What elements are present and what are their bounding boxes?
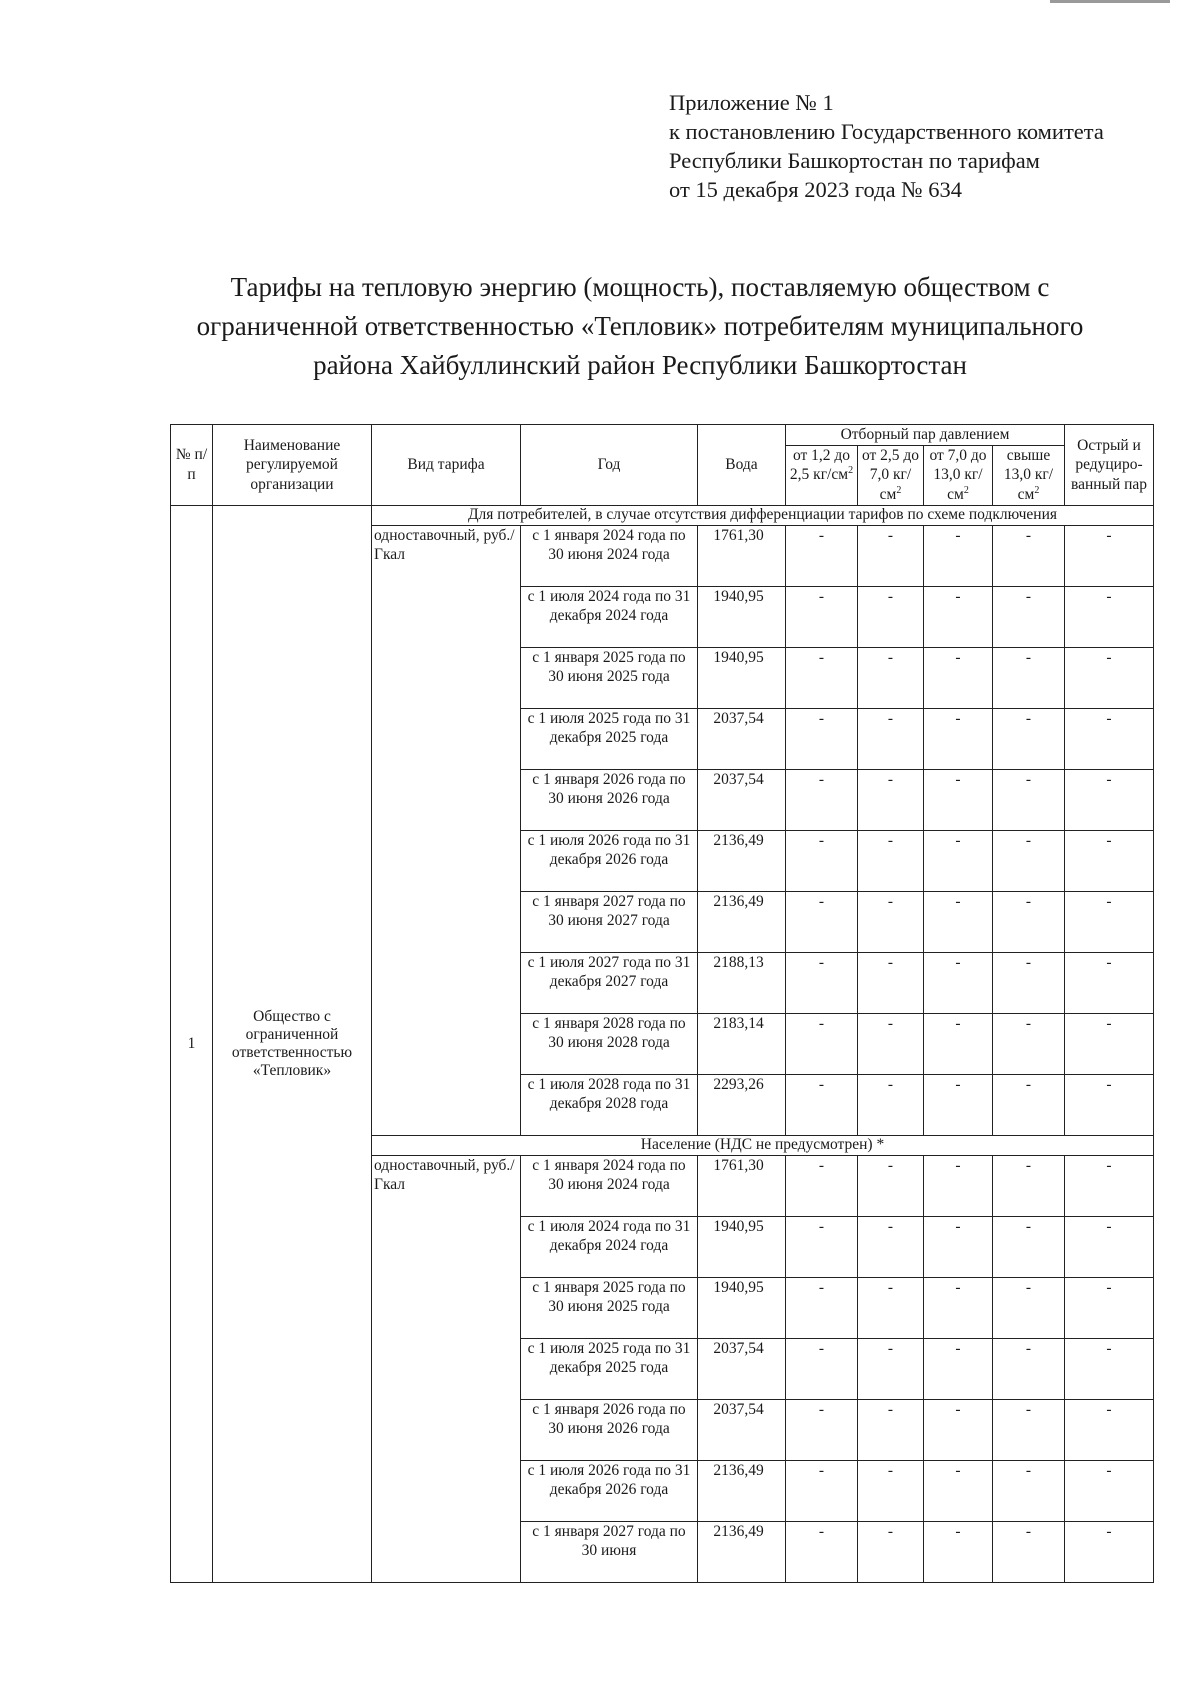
empty-value-cell: -: [924, 830, 993, 891]
header-pressure-4: [993, 445, 1065, 505]
empty-value-cell: -: [786, 891, 858, 952]
water-value-cell: 1761,30: [698, 1155, 786, 1216]
row-number: 1: [171, 505, 213, 1582]
empty-value-cell: -: [924, 1013, 993, 1074]
empty-value-cell: -: [1065, 1338, 1154, 1399]
empty-value-cell: -: [858, 1216, 924, 1277]
superscript: 2: [1034, 484, 1040, 496]
appendix-block: [669, 88, 1104, 204]
title-line: Тарифы на тепловую энергию (мощность), поставляемую обществом с: [230, 272, 1050, 302]
empty-value-cell: -: [993, 1216, 1065, 1277]
empty-value-cell: -: [1065, 647, 1154, 708]
water-value-cell: 2037,54: [698, 1338, 786, 1399]
empty-value-cell: -: [1065, 891, 1154, 952]
period-cell: с 1 июля 2025 года по 31 декабря 2025 года: [521, 1338, 698, 1399]
empty-value-cell: -: [993, 891, 1065, 952]
water-value-cell: 1940,95: [698, 647, 786, 708]
period-cell: с 1 января 2025 года по 30 июня 2025 года: [521, 1277, 698, 1338]
period-cell: с 1 января 2025 года по 30 июня 2025 года: [521, 647, 698, 708]
water-value-cell: 2136,49: [698, 891, 786, 952]
water-value-cell: 2188,13: [698, 952, 786, 1013]
water-value-cell: 2037,54: [698, 708, 786, 769]
empty-value-cell: -: [1065, 1460, 1154, 1521]
empty-value-cell: -: [1065, 1521, 1154, 1582]
period-cell: с 1 июля 2026 года по 31 декабря 2026 года: [521, 830, 698, 891]
empty-value-cell: -: [858, 708, 924, 769]
section-title: Для потребителей, в случае отсутствия дифференциации тарифов по схеме подключения: [372, 505, 1154, 525]
header-pressure-3: [924, 445, 993, 505]
empty-value-cell: -: [924, 1399, 993, 1460]
period-cell: с 1 января 2024 года по 30 июня 2024 года: [521, 1155, 698, 1216]
period-cell: с 1 января 2026 года по 30 июня 2026 года: [521, 769, 698, 830]
tariff-table: [170, 424, 1154, 1583]
empty-value-cell: -: [924, 769, 993, 830]
period-cell: с 1 января 2024 года по 30 июня 2024 года: [521, 525, 698, 586]
empty-value-cell: -: [1065, 1277, 1154, 1338]
empty-value-cell: -: [924, 1216, 993, 1277]
empty-value-cell: -: [786, 1277, 858, 1338]
empty-value-cell: -: [924, 525, 993, 586]
header-year: Год: [521, 425, 698, 506]
empty-value-cell: -: [1065, 1216, 1154, 1277]
period-cell: с 1 июля 2024 года по 31 декабря 2024 года: [521, 1216, 698, 1277]
empty-value-cell: -: [786, 769, 858, 830]
superscript: 2: [896, 484, 902, 496]
empty-value-cell: -: [993, 1521, 1065, 1582]
tariff-type-cell: одноставочный, руб./Гкал: [372, 525, 521, 1135]
empty-value-cell: -: [993, 586, 1065, 647]
empty-value-cell: -: [993, 830, 1065, 891]
tariff-table-body: [171, 505, 1154, 1582]
empty-value-cell: -: [786, 1460, 858, 1521]
water-value-cell: 1940,95: [698, 1277, 786, 1338]
pressure-label: от 1,2 до 2,5 кг/см: [789, 446, 851, 483]
section-title: Население (НДС не предусмотрен) *: [372, 1135, 1154, 1155]
empty-value-cell: -: [858, 586, 924, 647]
empty-value-cell: -: [786, 1338, 858, 1399]
empty-value-cell: -: [858, 769, 924, 830]
superscript: 2: [963, 484, 969, 496]
empty-value-cell: -: [1065, 1155, 1154, 1216]
period-cell: с 1 января 2028 года по 30 июня 2028 года: [521, 1013, 698, 1074]
appendix-line: Республики Башкортостан по тарифам: [669, 148, 1040, 173]
empty-value-cell: -: [1065, 952, 1154, 1013]
empty-value-cell: -: [993, 1013, 1065, 1074]
scan-corner-mark: [1050, 0, 1170, 3]
appendix-line: от 15 декабря 2023 года № 634: [669, 177, 963, 202]
pressure-label: от 7,0 до 13,0 кг/см: [929, 446, 987, 503]
water-value-cell: 2136,49: [698, 1521, 786, 1582]
period-cell: с 1 июля 2028 года по 31 декабря 2028 года: [521, 1074, 698, 1135]
pressure-label: от 2,5 до 7,0 кг/см: [861, 446, 920, 503]
pressure-label: свыше 13,0 кг/см: [1003, 446, 1054, 503]
empty-value-cell: -: [993, 1338, 1065, 1399]
empty-value-cell: -: [1065, 1013, 1154, 1074]
period-cell: с 1 января 2027 года по 30 июня: [521, 1521, 698, 1582]
document-title: [150, 268, 1130, 385]
title-line: ограниченной ответственностью «Тепловик» потребителям муниципального: [196, 311, 1084, 341]
empty-value-cell: -: [858, 1460, 924, 1521]
empty-value-cell: -: [786, 586, 858, 647]
empty-value-cell: -: [858, 1399, 924, 1460]
empty-value-cell: -: [993, 1277, 1065, 1338]
header-num: № п/п: [171, 425, 213, 506]
empty-value-cell: -: [786, 708, 858, 769]
empty-value-cell: -: [858, 830, 924, 891]
empty-value-cell: -: [1065, 708, 1154, 769]
water-value-cell: 2136,49: [698, 1460, 786, 1521]
period-cell: с 1 июля 2027 года по 31 декабря 2027 года: [521, 952, 698, 1013]
empty-value-cell: -: [858, 1074, 924, 1135]
empty-value-cell: -: [924, 952, 993, 1013]
empty-value-cell: -: [858, 647, 924, 708]
period-cell: с 1 января 2026 года по 30 июня 2026 года: [521, 1399, 698, 1460]
empty-value-cell: -: [1065, 830, 1154, 891]
period-cell: с 1 июля 2024 года по 31 декабря 2024 года: [521, 586, 698, 647]
empty-value-cell: -: [924, 1521, 993, 1582]
water-value-cell: 2037,54: [698, 1399, 786, 1460]
appendix-line: к постановлению Государственного комитета: [669, 119, 1104, 144]
period-cell: с 1 января 2027 года по 30 июня 2027 года: [521, 891, 698, 952]
empty-value-cell: -: [786, 647, 858, 708]
empty-value-cell: -: [993, 708, 1065, 769]
empty-value-cell: -: [993, 647, 1065, 708]
empty-value-cell: -: [924, 708, 993, 769]
empty-value-cell: -: [858, 891, 924, 952]
empty-value-cell: -: [924, 586, 993, 647]
period-cell: с 1 июля 2025 года по 31 декабря 2025 года: [521, 708, 698, 769]
header-steam-group: Отборный пар давлением: [786, 425, 1065, 446]
header-pressure-1: [786, 445, 858, 505]
empty-value-cell: -: [924, 1338, 993, 1399]
empty-value-cell: -: [786, 1399, 858, 1460]
superscript: 2: [848, 464, 854, 476]
empty-value-cell: -: [786, 830, 858, 891]
empty-value-cell: -: [924, 647, 993, 708]
empty-value-cell: -: [1065, 1399, 1154, 1460]
header-sharp-steam: Острый и редуциро-ванный пар: [1065, 425, 1154, 506]
empty-value-cell: -: [1065, 1074, 1154, 1135]
empty-value-cell: -: [993, 1399, 1065, 1460]
empty-value-cell: -: [786, 1216, 858, 1277]
empty-value-cell: -: [993, 952, 1065, 1013]
empty-value-cell: -: [858, 1277, 924, 1338]
empty-value-cell: -: [786, 525, 858, 586]
empty-value-cell: -: [786, 1521, 858, 1582]
water-value-cell: 2293,26: [698, 1074, 786, 1135]
water-value-cell: 1940,95: [698, 1216, 786, 1277]
empty-value-cell: -: [1065, 769, 1154, 830]
empty-value-cell: -: [1065, 586, 1154, 647]
empty-value-cell: -: [924, 1460, 993, 1521]
water-value-cell: 2183,14: [698, 1013, 786, 1074]
empty-value-cell: -: [1065, 525, 1154, 586]
organization-name: Общество с ограниченной ответственностью «Тепловик»: [213, 505, 372, 1582]
empty-value-cell: -: [993, 1155, 1065, 1216]
empty-value-cell: -: [924, 891, 993, 952]
header-tariff-type: Вид тарифа: [372, 425, 521, 506]
empty-value-cell: -: [924, 1277, 993, 1338]
empty-value-cell: -: [786, 1013, 858, 1074]
water-value-cell: 1940,95: [698, 586, 786, 647]
empty-value-cell: -: [858, 1013, 924, 1074]
empty-value-cell: -: [924, 1074, 993, 1135]
header-pressure-2: [858, 445, 924, 505]
empty-value-cell: -: [786, 952, 858, 1013]
header-org: Наименование регулируемой организации: [213, 425, 372, 506]
appendix-line: Приложение № 1: [669, 90, 834, 115]
empty-value-cell: -: [993, 769, 1065, 830]
empty-value-cell: -: [993, 525, 1065, 586]
header-water: Вода: [698, 425, 786, 506]
period-cell: с 1 июля 2026 года по 31 декабря 2026 года: [521, 1460, 698, 1521]
empty-value-cell: -: [858, 525, 924, 586]
empty-value-cell: -: [858, 1155, 924, 1216]
empty-value-cell: -: [858, 1521, 924, 1582]
water-value-cell: 1761,30: [698, 525, 786, 586]
empty-value-cell: -: [993, 1074, 1065, 1135]
water-value-cell: 2037,54: [698, 769, 786, 830]
empty-value-cell: -: [924, 1155, 993, 1216]
empty-value-cell: -: [858, 1338, 924, 1399]
empty-value-cell: -: [993, 1460, 1065, 1521]
title-line: района Хайбуллинский район Республики Башкортостан: [313, 350, 967, 380]
empty-value-cell: -: [786, 1155, 858, 1216]
water-value-cell: 2136,49: [698, 830, 786, 891]
tariff-type-cell: одноставочный, руб./Гкал: [372, 1155, 521, 1582]
empty-value-cell: -: [858, 952, 924, 1013]
empty-value-cell: -: [786, 1074, 858, 1135]
